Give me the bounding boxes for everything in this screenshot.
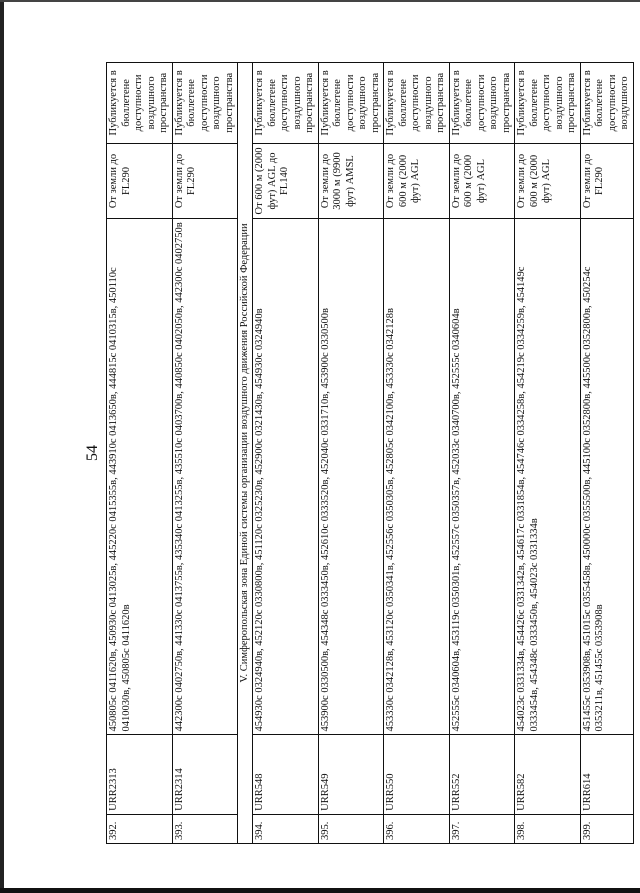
area-code: URR2314: [172, 735, 238, 814]
boundary-coordinates: 442300с 0402750в, 441330с 0413755в, 435340с 0413255в, 435510с 0403700в, 440850с 0402050в, 442300с 0402750в: [172, 219, 238, 735]
row-number: 392.: [107, 814, 173, 843]
table-row: [449, 63, 515, 844]
row-number: 399.: [580, 814, 633, 843]
vertical-limits: От земли до FL290: [172, 143, 238, 218]
row-number: 394.: [253, 814, 319, 843]
vertical-limits: От земли до 600 м (2000 фут) AGL: [384, 143, 450, 218]
table-section-header: [238, 63, 253, 844]
table-row: [253, 63, 319, 844]
area-code: URR548: [253, 735, 319, 814]
table-body-before-section: [107, 63, 238, 844]
table-row: [384, 63, 450, 844]
table-row: [580, 63, 633, 844]
scan-border-top: [0, 0, 640, 2]
publication-note: Публикуется в бюллетене доступности воздушного пространства: [384, 63, 450, 144]
row-number: 397.: [449, 814, 515, 843]
row-number: 396.: [384, 814, 450, 843]
publication-note: Публикуется в бюллетене доступности воздушного пространства: [107, 63, 173, 144]
area-code: URR2313: [107, 735, 173, 814]
vertical-limits: От земли до 600 м (2000 фут) AGL: [449, 143, 515, 218]
boundary-coordinates: 450805с 0411620в, 450930с 0413025в, 445220с 0415355в, 443910с 0413650в, 444815с 0410315в, 450110с 0410030в, 450805с 0411620в: [107, 219, 173, 735]
table-row: [515, 63, 581, 844]
area-code: URR582: [515, 735, 581, 814]
boundary-coordinates: 451455с 0353908в, 451015с 0355458в, 450000с 0355500в, 445100с 0352800в, 445500с 0352800в, 450254с 0353211в, 451455с 0353908в: [580, 219, 633, 735]
area-code: URR614: [580, 735, 633, 814]
table-row: [172, 63, 238, 844]
scan-border-bottom: [0, 888, 640, 893]
vertical-limits: От земли до 3000 м (9900 фут) AMSL: [318, 143, 384, 218]
document-page: [84, 62, 630, 844]
page-number: 54: [84, 445, 101, 461]
publication-note: Публикуется в бюллетене доступности воздушного пространства: [318, 63, 384, 144]
vertical-limits: От земли до FL290: [580, 143, 633, 218]
boundary-coordinates: 453900с 0330500в, 454348с 0333450в, 452610с 0333520в, 452040с 0331710в, 453900с 0330500в: [318, 219, 384, 735]
table-row: [107, 63, 173, 844]
restricted-areas-table: [106, 62, 634, 844]
boundary-coordinates: 452555с 0340604в, 453119с 0350301в, 452557с 0350357в, 452033с 0340700в, 452555с 0340604в: [449, 219, 515, 735]
boundary-coordinates: 454023с 0331334в, 454426с 0331342в, 454617с 0331854в, 454746с 0334258в, 454219с 0334259в, 454149с 0333454в, 454348с 0333450в, 454023с 0331334в: [515, 219, 581, 735]
area-code: URR552: [449, 735, 515, 814]
publication-note: Публикуется в бюллетене доступности воздушного: [580, 63, 633, 144]
publication-note: Публикуется в бюллетене доступности воздушного пространства: [515, 63, 581, 144]
scan-border-left: [0, 0, 4, 893]
rotated-page-content: [84, 62, 630, 844]
publication-note: Публикуется в бюллетене доступности воздушного пространства: [253, 63, 319, 144]
area-code: URR550: [384, 735, 450, 814]
publication-note: Публикуется в бюллетене доступности воздушного пространства: [449, 63, 515, 144]
vertical-limits: От 600 м (2000 фут) AGL до FL140: [253, 143, 319, 218]
row-number: 395.: [318, 814, 384, 843]
table-row: [318, 63, 384, 844]
section-title: V. Симферопольская зона Единой системы организации воздушного движения Российской Федерации: [238, 63, 253, 844]
area-code: URR549: [318, 735, 384, 814]
vertical-limits: От земли до 600 м (2000 фут) AGL: [515, 143, 581, 218]
table-body-after-section: [253, 63, 634, 844]
publication-note: Публикуется в бюллетене доступности воздушного пространства: [172, 63, 238, 144]
vertical-limits: От земли до FL290: [107, 143, 173, 218]
row-number: 398.: [515, 814, 581, 843]
boundary-coordinates: 454930с 0324940в, 452120с 0330800в, 451120с 0325230в, 452900с 0321430в, 454930с 0324940в: [253, 219, 319, 735]
row-number: 393.: [172, 814, 238, 843]
boundary-coordinates: 453330с 0342128в, 453120с 0350341в, 452556с 0350305в, 452805с 0342100в, 453330с 0342128в: [384, 219, 450, 735]
